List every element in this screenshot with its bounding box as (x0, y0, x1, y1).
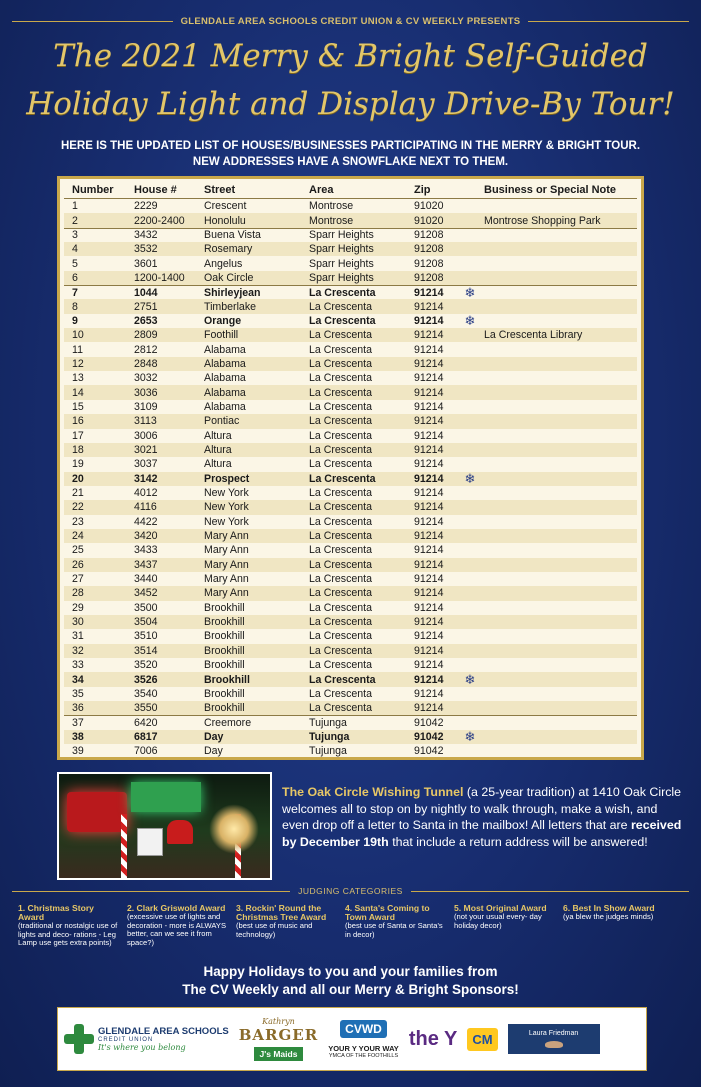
presents-bar (12, 14, 689, 28)
cell-street: Brookhill (204, 687, 245, 700)
cell-house: 4422 (134, 515, 158, 528)
cell-zip: 91214 (414, 286, 444, 299)
cell-street: Pontiac (204, 415, 240, 428)
cell-street: Alabama (204, 357, 246, 370)
cell-street: New York (204, 501, 249, 514)
cell-house: 2200-2400 (134, 214, 185, 227)
cell-area: La Crescenta (309, 616, 373, 629)
cell-number: 39 (72, 745, 84, 758)
cell-area: La Crescenta (309, 400, 373, 413)
cell-house: 3006 (134, 429, 158, 442)
cell-street: Brookhill (204, 659, 245, 672)
table-row (64, 443, 637, 457)
cell-number: 32 (72, 644, 84, 657)
cell-street: Foothill (204, 329, 239, 342)
cell-zip: 91208 (414, 257, 444, 270)
cell-area: La Crescenta (309, 386, 373, 399)
cell-zip: 91208 (414, 229, 444, 242)
table-row (64, 357, 637, 371)
cell-house: 3532 (134, 243, 158, 256)
cell-zip: 91214 (414, 587, 444, 600)
gcu-logo: GLENDALE AREA SCHOOLS CREDIT UNION It's where you belong (64, 1024, 229, 1054)
cell-zip: 91042 (414, 717, 444, 730)
divider (528, 21, 689, 22)
cell-house: 1044 (134, 286, 158, 299)
table-row (64, 615, 637, 629)
cell-area: La Crescenta (309, 544, 373, 557)
cell-house: 3526 (134, 673, 158, 686)
cell-house: 2848 (134, 357, 158, 370)
cell-street: Mary Ann (204, 530, 249, 543)
cell-number: 10 (72, 329, 84, 342)
cell-street: Mary Ann (204, 558, 249, 571)
table-row (64, 572, 637, 586)
snowflake-icon: ❄ (464, 470, 476, 486)
cell-zip: 91214 (414, 616, 444, 629)
cell-street: Brookhill (204, 644, 245, 657)
cell-house: 3113 (134, 415, 157, 428)
cell-street: New York (204, 515, 249, 528)
table-row (64, 385, 637, 399)
cell-area: La Crescenta (309, 530, 373, 543)
title-line-1: The 2021 Merry & Bright Self-Guided (53, 38, 648, 74)
address-table (57, 176, 644, 760)
cell-number: 7 (72, 286, 78, 299)
cell-area: Sparr Heights (309, 271, 374, 284)
cell-area: La Crescenta (309, 329, 373, 342)
cell-area: La Crescenta (309, 372, 373, 385)
cell-number: 25 (72, 544, 84, 557)
awards-list (18, 904, 688, 948)
table-row (64, 744, 637, 758)
table-row (64, 285, 637, 299)
cell-zip: 91214 (414, 501, 444, 514)
judging-heading: JUDGING CATEGORIES (12, 885, 689, 897)
cell-zip: 91214 (414, 300, 444, 313)
cell-number: 28 (72, 587, 84, 600)
cell-number: 3 (72, 229, 78, 242)
footer-line-1: Happy Holidays to you and your families from (203, 964, 498, 979)
cell-house: 1200-1400 (134, 271, 185, 284)
cell-number: 19 (72, 458, 84, 471)
cell-area: La Crescenta (309, 487, 373, 500)
cell-zip: 91208 (414, 271, 444, 284)
table-row (64, 314, 637, 328)
cell-number: 27 (72, 573, 84, 586)
cell-zip: 91214 (414, 429, 444, 442)
cell-number: 35 (72, 687, 84, 700)
cell-house: 3036 (134, 386, 158, 399)
cell-street: Rosemary (204, 243, 253, 256)
cell-street: Altura (204, 444, 232, 457)
cell-number: 33 (72, 659, 84, 672)
table-row (64, 500, 637, 514)
cell-number: 15 (72, 400, 84, 413)
table-row (64, 715, 637, 729)
cell-street: Mary Ann (204, 544, 249, 557)
cell-area: La Crescenta (309, 357, 373, 370)
cm-logo: CM (467, 1028, 497, 1051)
award-item: 1. Christmas Story Award (traditional or nostalgic use of lights and deco- rations - Leg Lamp use gets extra points) (18, 903, 118, 948)
table-row (64, 256, 637, 270)
cell-street: Alabama (204, 400, 246, 413)
table-row (64, 601, 637, 615)
cell-house: 2229 (134, 200, 158, 213)
cell-street: Day (204, 730, 224, 743)
cell-number: 29 (72, 601, 84, 614)
column-header: Zip (414, 184, 431, 196)
cell-zip: 91020 (414, 200, 444, 213)
cell-house: 3032 (134, 372, 158, 385)
cell-area: Tujunga (309, 745, 347, 758)
cell-area: La Crescenta (309, 415, 373, 428)
title-line-2: Holiday Light and Display Drive-By Tour! (26, 86, 675, 122)
footer-line-2: The CV Weekly and all our Merry & Bright Sponsors! (182, 982, 519, 997)
cell-street: New York (204, 487, 249, 500)
snowflake-icon: ❄ (464, 284, 476, 300)
table-row (64, 429, 637, 443)
cell-number: 31 (72, 630, 84, 643)
cell-area: La Crescenta (309, 515, 373, 528)
cell-number: 4 (72, 243, 78, 256)
cell-area: La Crescenta (309, 702, 373, 715)
cell-street: Prospect (204, 472, 250, 485)
cell-zip: 91042 (414, 730, 444, 743)
cell-street: Crescent (204, 200, 247, 213)
cell-house: 7006 (134, 745, 158, 758)
cell-zip: 91214 (414, 458, 444, 471)
cell-number: 24 (72, 530, 84, 543)
barger-logo: Kathryn BARGER J's Maids (238, 1017, 319, 1059)
cell-street: Day (204, 745, 223, 758)
cell-number: 23 (72, 515, 84, 528)
table-row (64, 730, 637, 744)
cell-zip: 91214 (414, 673, 444, 686)
ymca-logo: the Y (408, 1027, 458, 1050)
cross-icon (64, 1024, 94, 1054)
snowflake-icon: ❄ (464, 728, 476, 744)
column-header: Street (204, 184, 236, 196)
cell-street: Shirleyjean (204, 286, 261, 299)
cell-house: 3021 (134, 444, 158, 457)
table-row (64, 242, 637, 256)
subtitle-line-1: HERE IS THE UPDATED LIST OF HOUSES/BUSINESSES PARTICIPATING IN THE MERRY & BRIGHT TOUR. (60, 140, 641, 152)
cell-street: Buena Vista (204, 229, 261, 242)
cell-number: 37 (72, 717, 84, 730)
cell-house: 3437 (134, 558, 158, 571)
cell-number: 2 (72, 214, 78, 227)
cell-area: La Crescenta (309, 501, 373, 514)
cell-house: 3037 (134, 458, 158, 471)
table-row (64, 701, 637, 715)
table-row (64, 658, 637, 672)
cell-zip: 91214 (414, 314, 444, 327)
table-header (64, 182, 637, 199)
cell-street: Altura (204, 458, 232, 471)
wishing-tunnel-photo (57, 772, 272, 880)
cell-area: La Crescenta (309, 458, 373, 471)
cell-street: Alabama (204, 386, 246, 399)
laura-friedman-banner: Laura Friedman (508, 1024, 600, 1054)
table-row (64, 515, 637, 529)
column-header: Number (72, 184, 114, 196)
column-header: Area (309, 184, 334, 196)
table-row (64, 644, 637, 658)
cell-house: 3440 (134, 573, 158, 586)
santa-mailbox (167, 820, 193, 844)
cell-area: Montrose (309, 200, 354, 213)
cell-house: 3514 (134, 644, 158, 657)
cell-number: 18 (72, 444, 84, 457)
table-row (64, 586, 637, 600)
cell-area: Tujunga (309, 730, 350, 743)
cell-zip: 91214 (414, 329, 444, 342)
portrait (545, 1041, 563, 1048)
cell-area: Tujunga (309, 717, 347, 730)
cell-zip: 91214 (414, 659, 444, 672)
oak-circle-text: The Oak Circle Wishing Tunnel (a 25-year tradition) at 1410 Oak Circle welcomes all to stop on by nightly to walk through, make a wish, and even drop off a letter to Santa in the mailbox! All letters that are received by December 19th that include a return address will be answered! (282, 785, 682, 849)
cell-street: Alabama (204, 372, 246, 385)
table-row (64, 629, 637, 643)
table-row (64, 199, 637, 213)
cell-area: La Crescenta (309, 573, 373, 586)
award-item: 5. Most Original Award (not your usual every- day holiday decor) (454, 903, 547, 930)
cell-house: 3433 (134, 544, 158, 557)
cell-area: La Crescenta (309, 444, 373, 457)
cell-area: Sparr Heights (309, 243, 374, 256)
table-row (64, 213, 637, 227)
cell-zip: 91214 (414, 343, 444, 356)
table-row (64, 400, 637, 414)
cell-street: Mary Ann (204, 587, 249, 600)
table-row (64, 328, 637, 342)
oak-circle-title: The Oak Circle Wishing Tunnel (282, 785, 464, 799)
cell-area: Sparr Heights (309, 257, 374, 270)
cell-number: 34 (72, 673, 84, 686)
cell-note: La Crescenta Library (484, 329, 583, 342)
table-row (64, 457, 637, 471)
cell-area: La Crescenta (309, 343, 373, 356)
cell-house: 3550 (134, 702, 158, 715)
cell-house: 3432 (134, 229, 158, 242)
cvwd-logo: CVWD YOUR Y YOUR WAY YMCA OF THE FOOTHILLS (328, 1021, 399, 1059)
award-item: 2. Clark Griswold Award (excessive use of lights and decoration - more is ALWAYS better, can we see it from space?) (127, 903, 227, 947)
subtitle-line-2: NEW ADDRESSES HAVE A SNOWFLAKE NEXT TO THEM. (192, 156, 509, 168)
cell-zip: 91214 (414, 400, 444, 413)
cell-street: Creemore (204, 717, 252, 730)
cell-zip: 91020 (414, 214, 444, 227)
table-row (64, 299, 637, 313)
snowflake-icon: ❄ (464, 671, 476, 687)
cell-area: La Crescenta (309, 673, 376, 686)
cell-area: Montrose (309, 214, 354, 227)
cell-street: Oak Circle (204, 271, 254, 284)
cell-number: 13 (72, 372, 84, 385)
cell-number: 14 (72, 386, 84, 399)
cell-area: La Crescenta (309, 300, 373, 313)
cell-zip: 91214 (414, 601, 444, 614)
cell-house: 3520 (134, 659, 158, 672)
table-row (64, 228, 637, 242)
cell-zip: 91214 (414, 558, 444, 571)
cell-area: La Crescenta (309, 314, 376, 327)
cell-house: 3601 (134, 257, 158, 270)
cell-street: Alabama (204, 343, 246, 356)
cell-number: 5 (72, 257, 78, 270)
cell-house: 3142 (134, 472, 158, 485)
table-row (64, 687, 637, 701)
table-row (64, 414, 637, 428)
cell-area: La Crescenta (309, 587, 373, 600)
cell-street: Angelus (204, 257, 243, 270)
cell-number: 20 (72, 472, 84, 485)
cell-zip: 91214 (414, 702, 444, 715)
cell-house: 3504 (134, 616, 158, 629)
cell-house: 3510 (134, 630, 158, 643)
cell-zip: 91214 (414, 444, 444, 457)
cell-house: 3420 (134, 530, 158, 543)
cell-zip: 91214 (414, 687, 444, 700)
award-item: 6. Best In Show Award (ya blew the judges minds) (563, 903, 655, 921)
table-row (64, 486, 637, 500)
table-row (64, 342, 637, 356)
cell-area: La Crescenta (309, 601, 373, 614)
cell-street: Brookhill (204, 673, 250, 686)
table-row (64, 472, 637, 486)
cell-street: Timberlake (204, 300, 257, 313)
cell-number: 17 (72, 429, 84, 442)
cell-number: 8 (72, 300, 78, 313)
cell-house: 3540 (134, 687, 158, 700)
cell-zip: 91214 (414, 644, 444, 657)
cell-zip: 91214 (414, 573, 444, 586)
cell-number: 36 (72, 702, 84, 715)
table-row (64, 371, 637, 385)
cell-house: 3109 (134, 400, 158, 413)
cell-street: Brookhill (204, 630, 245, 643)
cell-number: 12 (72, 357, 84, 370)
cell-area: La Crescenta (309, 429, 373, 442)
cell-house: 2653 (134, 314, 158, 327)
column-header: Business or Special Note (484, 184, 617, 196)
award-item: 4. Santa's Coming to Town Award (best use of Santa or Santa's in decor) (345, 903, 443, 939)
cell-zip: 91214 (414, 357, 444, 370)
cell-number: 11 (72, 343, 83, 356)
cell-street: Orange (204, 314, 242, 327)
presents-text: GLENDALE AREA SCHOOLS CREDIT UNION & CV WEEKLY PRESENTS (180, 15, 521, 27)
table-row (64, 543, 637, 557)
cell-area: La Crescenta (309, 472, 376, 485)
table-row (64, 672, 637, 686)
cell-house: 4116 (134, 501, 157, 514)
cell-house: 6420 (134, 717, 158, 730)
cell-area: Sparr Heights (309, 229, 374, 242)
sponsor-strip (57, 1007, 647, 1071)
cell-street: Honolulu (204, 214, 246, 227)
cell-street: Brookhill (204, 702, 245, 715)
cell-zip: 91214 (414, 415, 444, 428)
cell-street: Altura (204, 429, 232, 442)
cell-number: 9 (72, 314, 78, 327)
table-row (64, 271, 637, 285)
cell-house: 6817 (134, 730, 158, 743)
snowflake-icon: ❄ (464, 312, 476, 328)
cell-zip: 91214 (414, 530, 444, 543)
cell-number: 1 (72, 200, 78, 213)
table-body (64, 199, 637, 758)
cell-number: 30 (72, 616, 84, 629)
cell-street: Brookhill (204, 616, 245, 629)
cell-area: La Crescenta (309, 659, 373, 672)
cell-house: 2809 (134, 329, 158, 342)
cell-number: 16 (72, 415, 84, 428)
cell-zip: 91208 (414, 243, 444, 256)
table-row (64, 558, 637, 572)
cell-zip: 91214 (414, 372, 444, 385)
cell-zip: 91214 (414, 544, 444, 557)
cell-house: 2751 (134, 300, 158, 313)
cell-area: La Crescenta (309, 687, 373, 700)
cell-house: 3500 (134, 601, 158, 614)
cell-street: Brookhill (204, 601, 245, 614)
cell-street: Mary Ann (204, 573, 249, 586)
cell-zip: 91042 (414, 745, 444, 758)
cell-area: La Crescenta (309, 630, 373, 643)
cell-number: 22 (72, 501, 84, 514)
cell-number: 26 (72, 558, 84, 571)
cell-number: 21 (72, 487, 84, 500)
cell-zip: 91214 (414, 472, 444, 485)
award-item: 3. Rockin' Round the Christmas Tree Award (best use of music and technology) (236, 903, 327, 939)
table-row (64, 529, 637, 543)
cell-area: La Crescenta (309, 644, 373, 657)
cell-house: 4012 (134, 487, 158, 500)
cell-number: 38 (72, 730, 84, 743)
cell-note: Montrose Shopping Park (484, 214, 601, 227)
cell-zip: 91214 (414, 487, 444, 500)
cell-house: 3452 (134, 587, 158, 600)
cell-zip: 91214 (414, 386, 444, 399)
cell-number: 6 (72, 271, 78, 284)
cell-area: La Crescenta (309, 558, 373, 571)
column-header: House # (134, 184, 177, 196)
cell-house: 2812 (134, 343, 158, 356)
cell-area: La Crescenta (309, 286, 376, 299)
cell-zip: 91214 (414, 515, 444, 528)
divider (12, 21, 173, 22)
maids-logo: J's Maids (254, 1047, 304, 1061)
cell-zip: 91214 (414, 630, 444, 643)
